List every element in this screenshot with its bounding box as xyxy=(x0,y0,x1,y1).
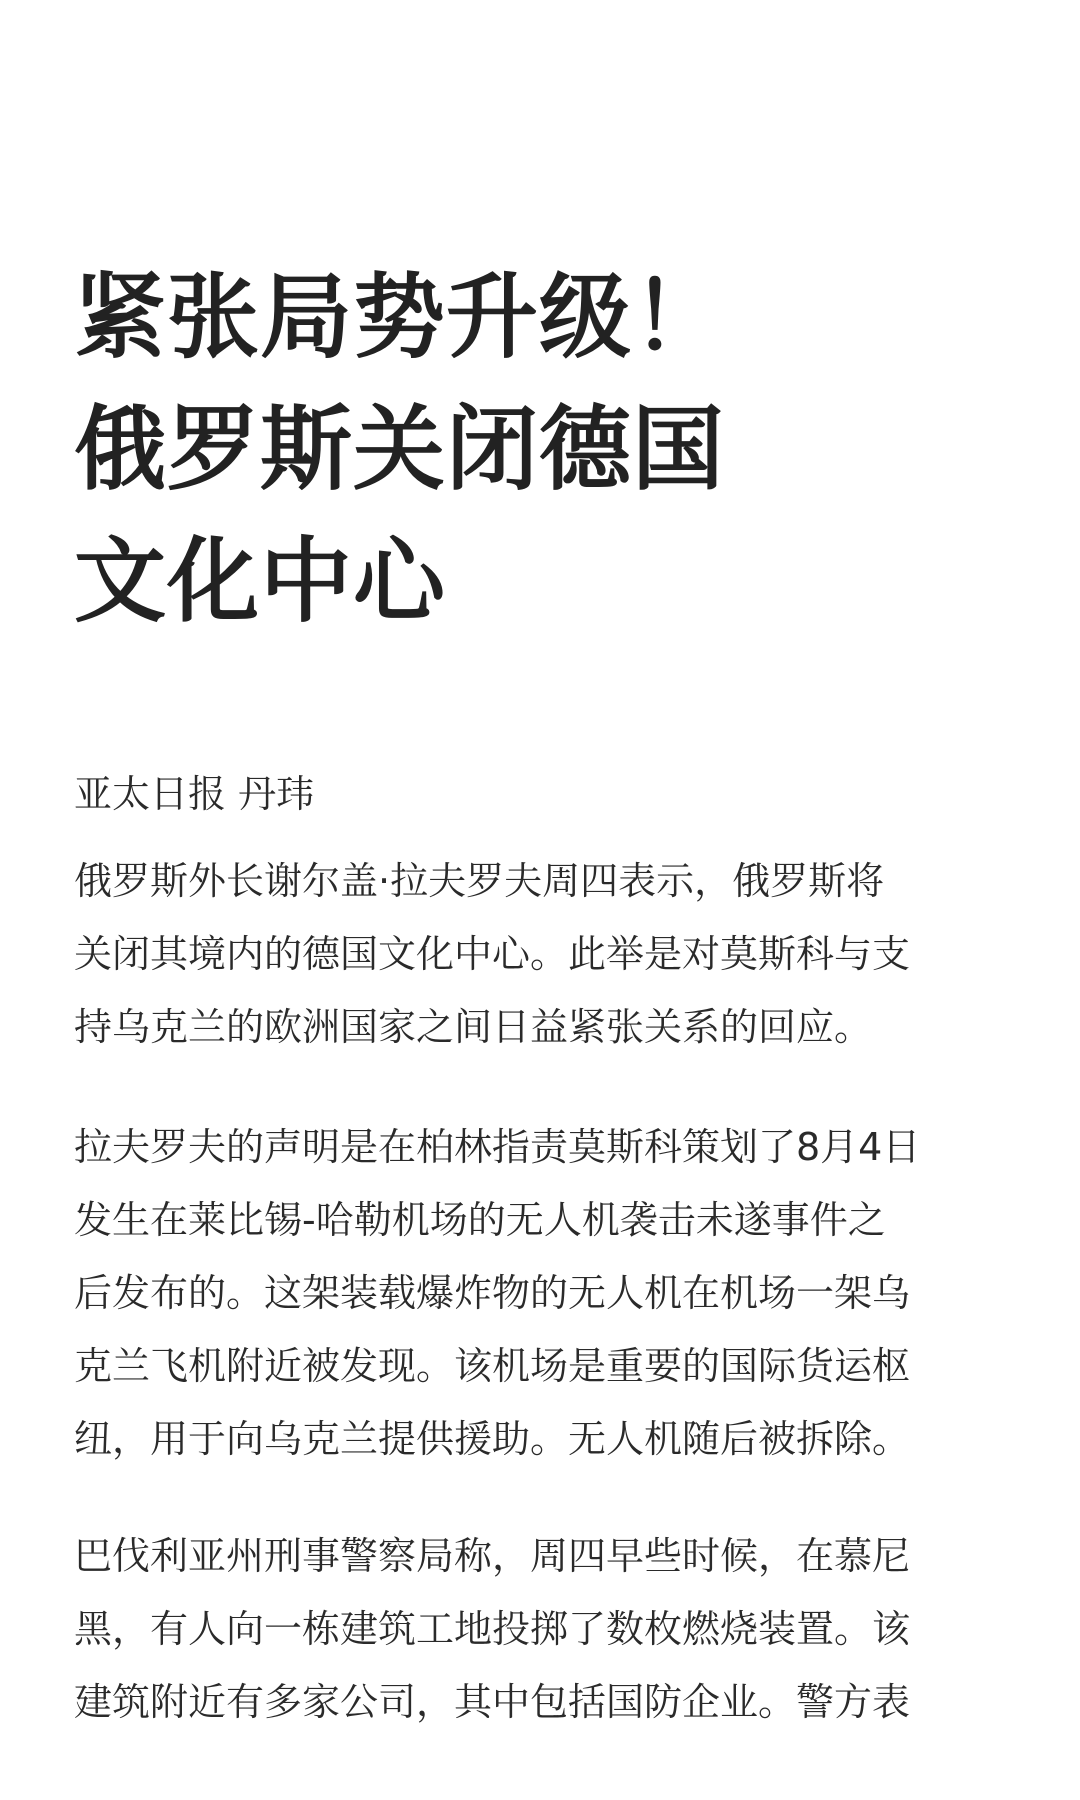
headline-line: 文化中心 xyxy=(74,528,447,635)
headline xyxy=(74,252,834,648)
paragraph-line: 建筑附近有多家公司，其中包括国防企业。警方表 xyxy=(74,1680,911,1724)
paragraph xyxy=(74,845,1014,1064)
paragraph xyxy=(74,1520,1014,1739)
headline-line: 紧张局势升级！ xyxy=(74,264,726,371)
paragraph-line: 后发布的。这架装载爆炸物的无人机在机场一架乌 xyxy=(74,1271,911,1315)
paragraph-line: 俄罗斯外长谢尔盖·拉夫罗夫周四表示，俄罗斯将 xyxy=(74,859,885,903)
paragraph-line: 拉夫罗夫的声明是在柏林指责莫斯科策划了8月4日 xyxy=(74,1125,921,1169)
paragraph-line: 巴伐利亚州刑事警察局称，周四早些时候，在慕尼 xyxy=(74,1534,911,1578)
byline: 亚太日报 丹玮 xyxy=(74,772,315,816)
paragraph-line: 关闭其境内的德国文化中心。此举是对莫斯科与支 xyxy=(74,932,911,976)
paragraph xyxy=(74,1111,1014,1476)
headline-line: 俄罗斯关闭德国 xyxy=(74,396,726,503)
paragraph-line: 黑，有人向一栋建筑工地投掷了数枚燃烧装置。该 xyxy=(74,1607,911,1651)
paragraph-line: 持乌克兰的欧洲国家之间日益紧张关系的回应。 xyxy=(74,1005,873,1049)
paragraph-line: 发生在莱比锡-哈勒机场的无人机袭击未遂事件之 xyxy=(74,1198,886,1242)
paragraph-line: 克兰飞机附近被发现。该机场是重要的国际货运枢 xyxy=(74,1344,911,1388)
paragraph-line: 纽，用于向乌克兰提供援助。无人机随后被拆除。 xyxy=(74,1417,911,1461)
